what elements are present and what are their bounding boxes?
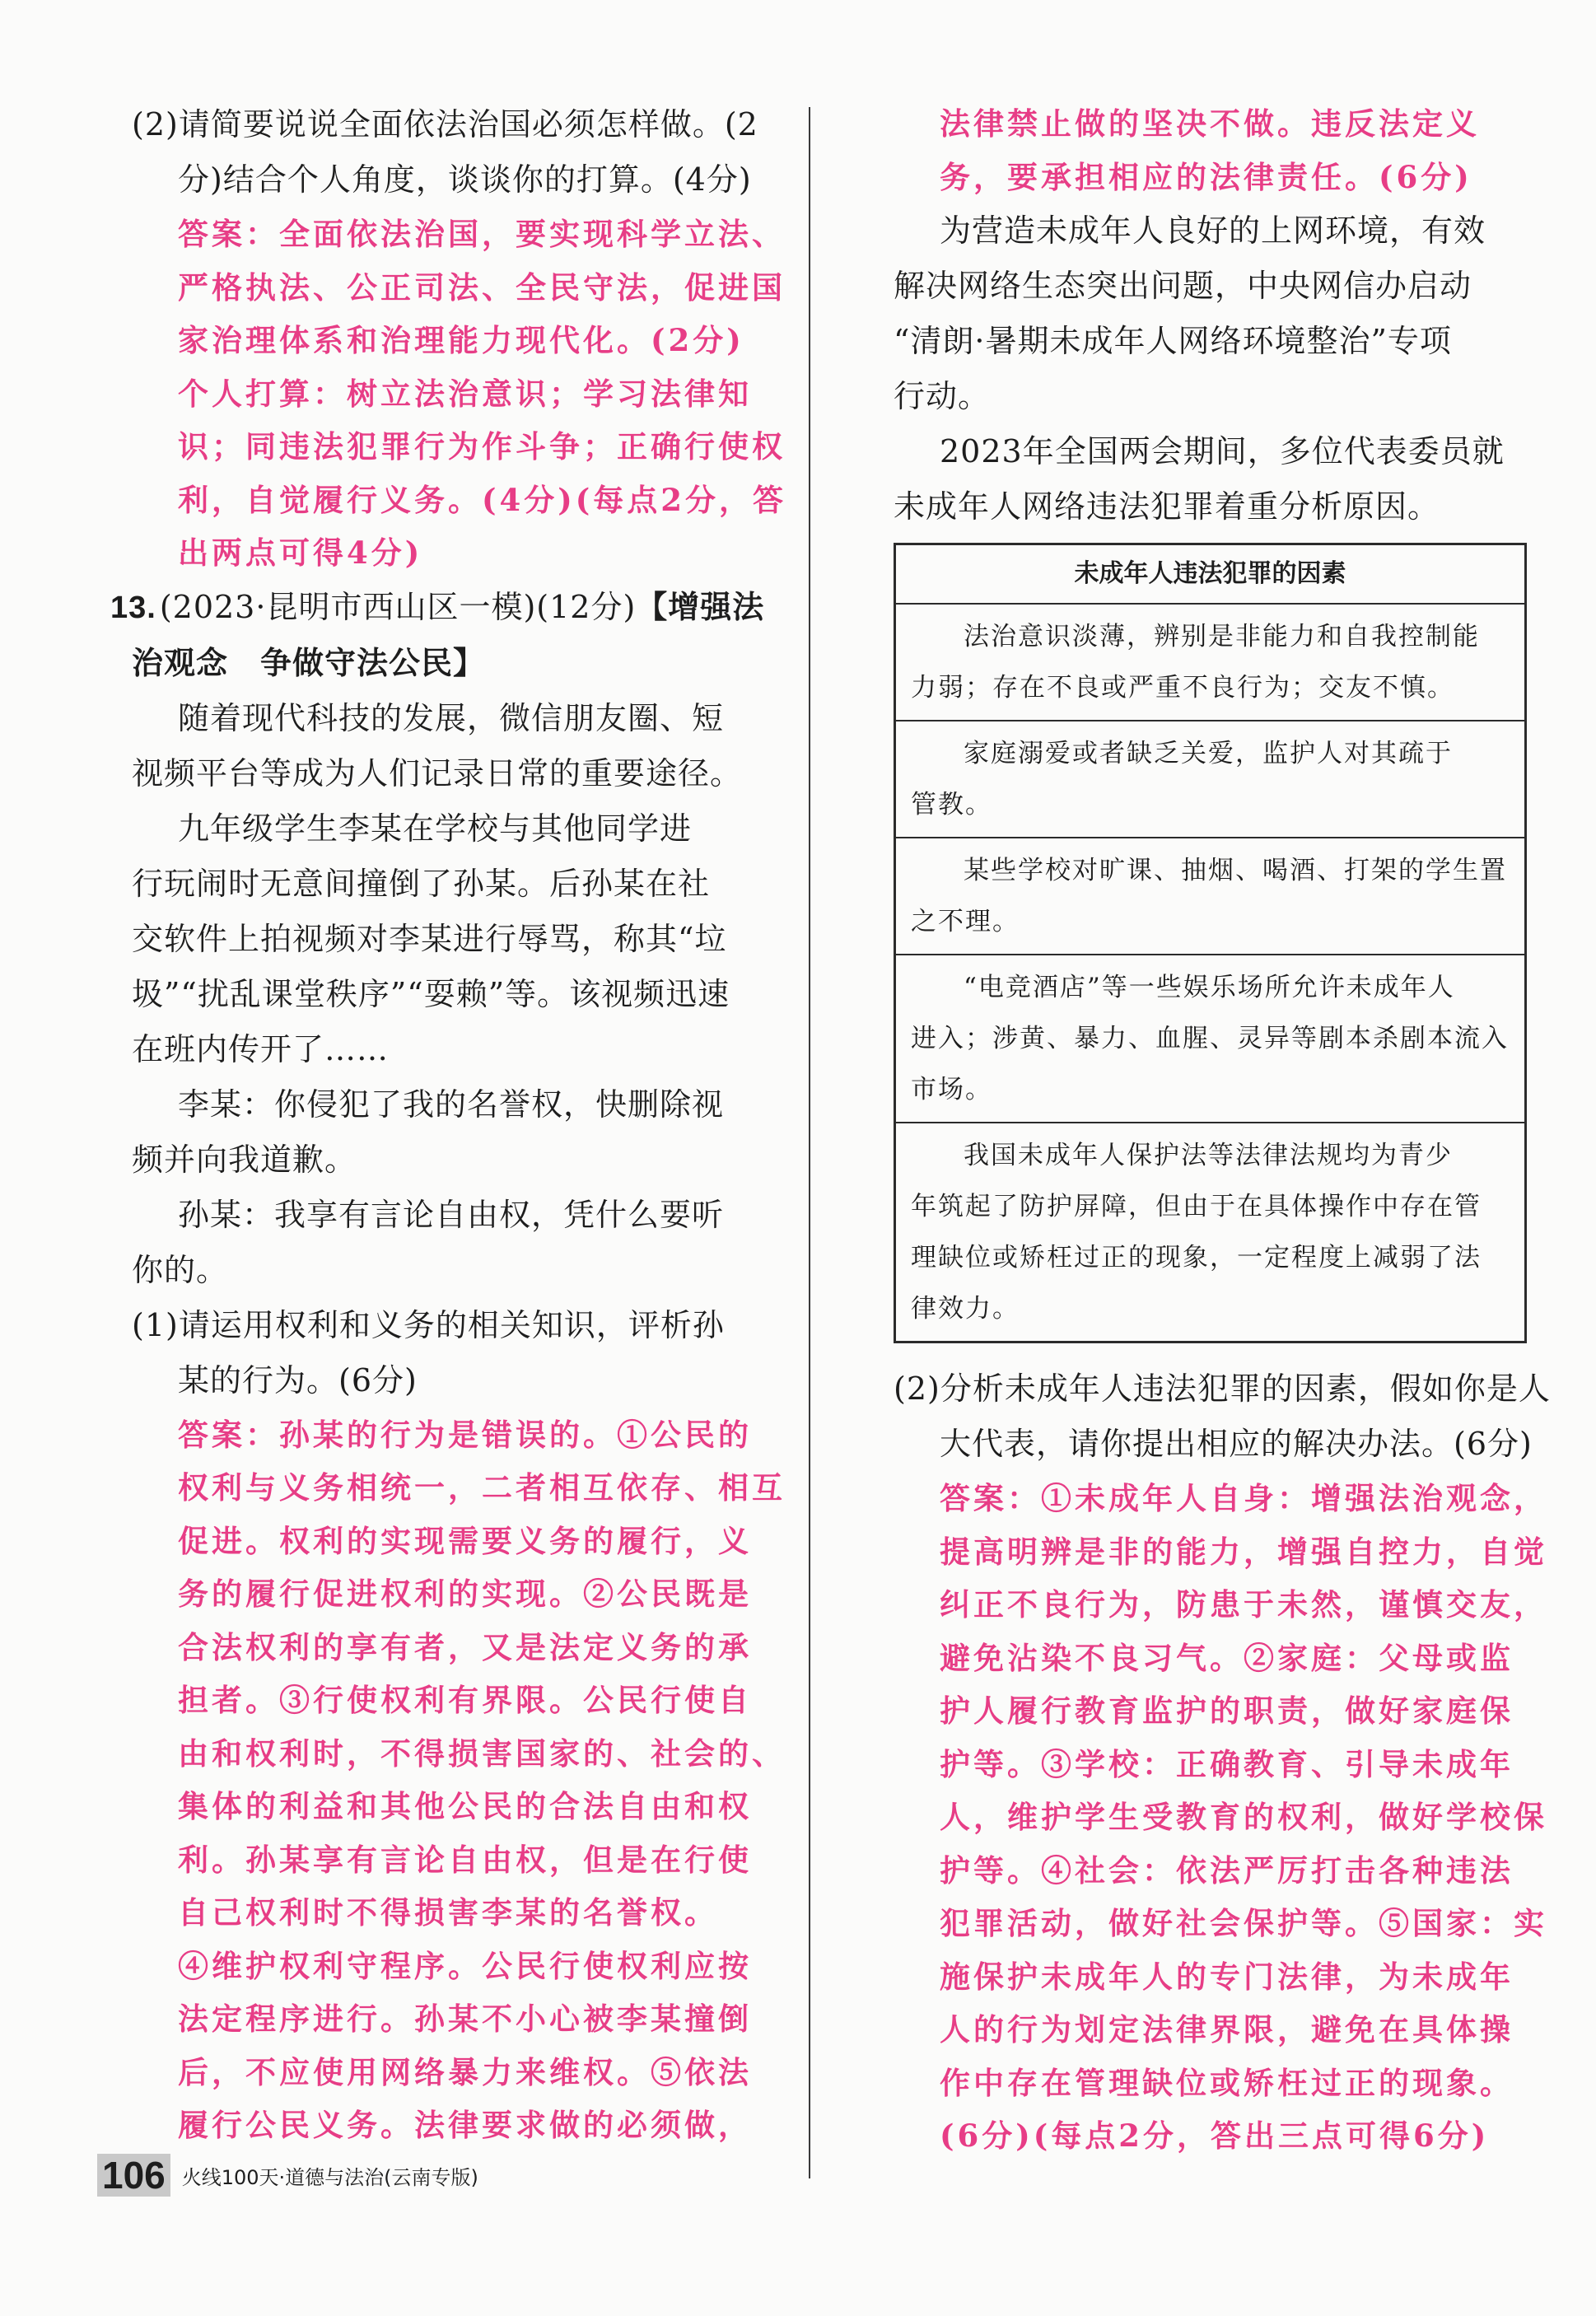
text-line: 解决网络生态突出问题，中央网信办启动 [894, 268, 1472, 304]
text-line: 李某：你侵犯了我的名誉权，快删除视 [178, 1086, 725, 1123]
text-line: “清朗·暑期未成年人网络环境整治”专项 [894, 323, 1452, 359]
answer-line: 护等。④社会：依法严厉打击各种违法 [940, 1851, 1514, 1889]
question-title [110, 580, 803, 636]
answer-line: 答案：①未成年人自身：增强法治观念， [940, 1480, 1547, 1516]
answer-line: 法定程序进行。孙某不小心被李某撞倒 [178, 2001, 752, 2037]
table-row [896, 955, 1524, 1123]
table-cell-line: 之不理。 [911, 907, 1020, 936]
table-cell-line: 力弱；存在不良或严重不良行为；交友不慎。 [911, 673, 1454, 703]
table-cell-line: 家庭溺爱或者缺乏关爱，监护人对其疏于 [964, 739, 1453, 768]
answer-line: 担者。③行使权利有界限。公民行使自 [178, 1682, 752, 1718]
answer-line: 履行公民义务。法律要求做的必须做， [178, 2107, 752, 2143]
book-title: 火线100天·道德与法治(云南专版) [181, 2165, 478, 2189]
table-row [896, 721, 1524, 838]
text-line: 九年级学生李某在学校与其他同学进 [178, 810, 693, 847]
answer-line: 作中存在管理缺位或矫枉过正的现象。 [940, 2064, 1514, 2101]
text-line: 未成年人网络违法犯罪着重分析原因。 [894, 488, 1440, 525]
answer-line: 利。孙某享有言论自由权，但是在行使 [178, 1841, 752, 1878]
right-column [894, 97, 1551, 2163]
table-body [896, 605, 1524, 1341]
text-line: (2)分析未成年人违法犯罪的因素，假如你是人 [894, 1370, 1551, 1407]
text-line: 孙某：我享有言论自由权，凭什么要听 [178, 1196, 725, 1233]
answer-line: 务的履行促进权利的实现。②公民既是 [178, 1576, 752, 1612]
answer-line: 施保护未成年人的专门法律，为未成年 [940, 1958, 1514, 1995]
table-cell-line: 某些学校对旷课、抽烟、喝酒、打架的学生置 [964, 856, 1507, 885]
right-bottom-text [894, 1361, 1551, 2163]
answer-line: 出两点可得4分) [178, 535, 423, 571]
answer-line: (6分)(每点2分，答出三点可得6分) [940, 2118, 1490, 2154]
answer-line: 促进。权利的实现需要义务的履行，义 [178, 1522, 752, 1559]
answer-line: 严格执法、公正司法、全民守法，促进国 [178, 268, 786, 306]
text-line: 视频平台等成为人们记录日常的重要途径。 [132, 754, 743, 791]
text-line: 圾”“扰乱课堂秩序”“耍赖”等。该视频迅速 [132, 975, 730, 1012]
text-line: 在班内传开了…… [132, 1030, 390, 1067]
text-line: 某的行为。(6分) [178, 1361, 418, 1398]
text-line: 频并向我道歉。 [132, 1141, 357, 1178]
text-line: 你的。 [132, 1251, 229, 1288]
left-column [110, 97, 803, 2152]
question-topic: 【增强法 [636, 588, 765, 625]
page-number: 106 [97, 2154, 170, 2197]
answer-line: 避免沾染不良习气。②家庭：父母或监 [940, 1639, 1514, 1676]
table-cell-line: 法治意识淡薄，辨别是非能力和自我控制能 [964, 622, 1480, 651]
text-line: 2023年全国两会期间，多位代表委员就 [940, 433, 1505, 469]
table-cell-line: “电竞酒店”等一些娱乐场所允许未成年人 [964, 973, 1455, 1002]
table-row [896, 1123, 1524, 1341]
answer-line: 人，维护学生受教育的权利，做好学校保 [940, 1799, 1547, 1835]
answer-line: 务，要承担相应的法律责任。(6分) [940, 158, 1472, 195]
answer-line: ④维护权利守程序。公民行使权利应按 [178, 1947, 752, 1984]
answer-line: 个人打算：树立法治意识；学习法律知 [178, 375, 752, 412]
answer-line: 护等。③学校：正确教育、引导未成年 [940, 1745, 1514, 1782]
answer-line: 纠正不良行为，防患于未然，谨慎交友， [940, 1586, 1547, 1623]
text-line: (2)请简要说说全面依法治国必须怎样做。(2 [132, 106, 758, 142]
table-cell-line: 理缺位或矫枉过正的现象，一定程度上减弱了法 [911, 1243, 1482, 1272]
question-number: 13. [110, 590, 156, 625]
text-line: 大代表，请你提出相应的解决办法。(6分) [940, 1426, 1533, 1462]
answer-line: 识；同违法犯罪行为作斗争；正确行使权 [178, 428, 786, 465]
table-cell-line: 律效力。 [911, 1294, 1020, 1324]
table-cell-line: 我国未成年人保护法等法律法规均为青少 [964, 1141, 1453, 1170]
answer-line: 合法权利的享有者，又是法定义务的承 [178, 1628, 752, 1665]
answer-line: 集体的利益和其他公民的合法自由和权 [178, 1788, 752, 1824]
table-cell-line: 市场。 [911, 1075, 992, 1104]
answer-line: 利，自觉履行义务。(4分)(每点2分，答 [178, 481, 787, 518]
answer-line: 权利与义务相统一，二者相互依存、相互 [178, 1469, 786, 1506]
text-line: 为营造未成年人良好的上网环境，有效 [940, 212, 1486, 249]
text-line: 交软件上拍视频对李某进行辱骂，称其“垃 [132, 920, 727, 957]
text-line: 行动。 [894, 378, 991, 414]
question-source: (2023·昆明市西山区一模)(12分) [159, 588, 637, 625]
table-row [896, 838, 1524, 955]
right-top-text [894, 97, 1528, 535]
table-cell-line: 管教。 [911, 790, 992, 819]
answer-line: 提高明辨是非的能力，增强自控力，自觉 [940, 1533, 1547, 1570]
answer-line: 后，不应使用网络暴力来维权。⑤依法 [178, 2053, 752, 2090]
question-topic: 治观念 争做守法公民】 [132, 644, 486, 681]
text-line: 分)结合个人角度，谈谈你的打算。(4分) [178, 161, 752, 198]
text-line: 随着现代科技的发展，微信朋友圈、短 [178, 699, 725, 736]
column-divider [809, 107, 810, 2178]
table-cell-line: 进入；涉黄、暴力、血腥、灵异等剧本杀剧本流入 [911, 1024, 1509, 1053]
table-header: 未成年人违法犯罪的因素 [896, 545, 1524, 605]
text-line: 行玩闹时无意间撞倒了孙某。后孙某在社 [132, 865, 711, 902]
answer-line: 由和权利时，不得损害国家的、社会的、 [178, 1735, 786, 1772]
answer-line: 答案：孙某的行为是错误的。①公民的 [178, 1416, 752, 1453]
factors-table [894, 543, 1527, 1343]
table-row [896, 605, 1524, 721]
answer-line: 家治理体系和治理能力现代化。(2分) [178, 322, 744, 358]
answer-line: 护人履行教育监护的职责，做好家庭保 [940, 1693, 1514, 1729]
answer-line: 自己权利时不得损害李某的名誉权。 [178, 1894, 718, 1931]
answer-line: 法律禁止做的坚决不做。违反法定义 [940, 105, 1480, 142]
page-footer [97, 2154, 478, 2197]
answer-line: 答案：全面依法治国，要实现科学立法、 [178, 216, 786, 252]
answer-line: 人的行为划定法律界限，避免在具体操 [940, 2011, 1514, 2048]
answer-line: 犯罪活动，做好社会保护等。⑤国家：实 [940, 1905, 1547, 1941]
text-line: (1)请运用权利和义务的相关知识，评析孙 [132, 1306, 725, 1343]
table-cell-line: 年筑起了防护屏障，但由于在具体操作中存在管 [911, 1192, 1482, 1221]
